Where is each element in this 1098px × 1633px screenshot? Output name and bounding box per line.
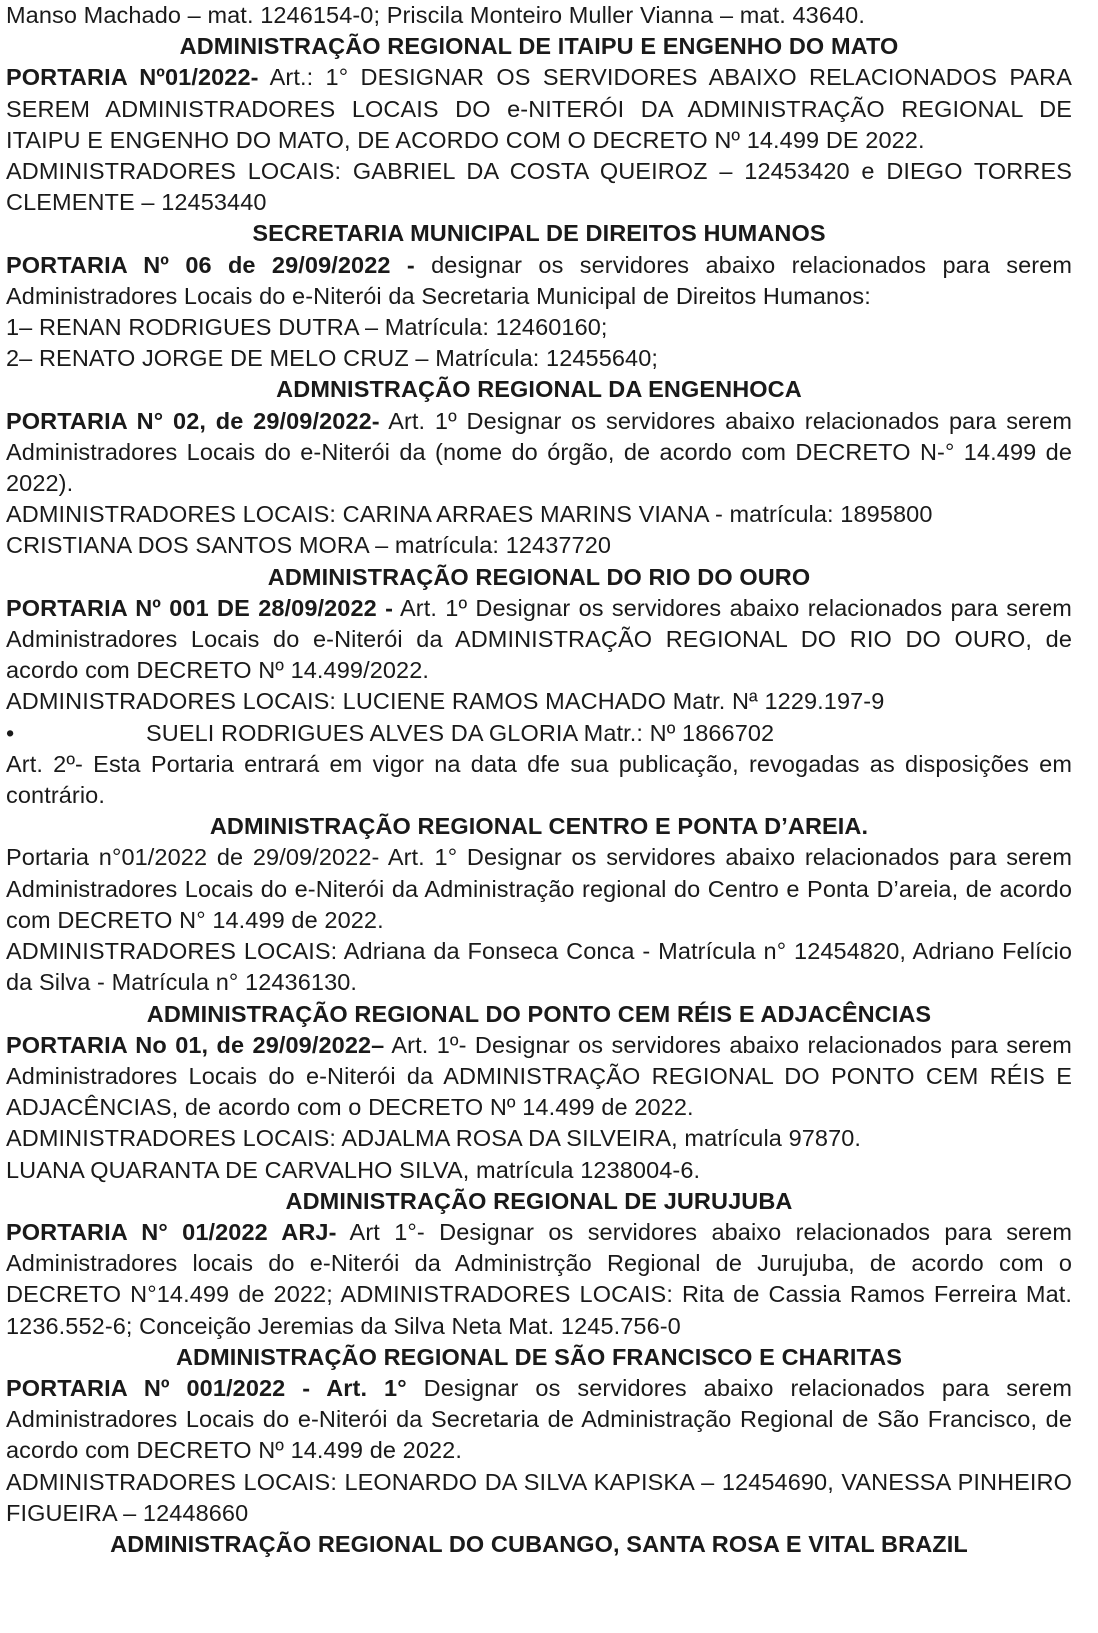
portaria-rio-do-ouro-lead: PORTARIA Nº 001 DE 28/09/2022 - — [6, 594, 394, 621]
portaria-direitos-humanos-body: designar os servidores abaixo relacionados para serem Administradores Locais do e-Niterói da Secretaria Municipal de Direitos Humanos: — [6, 251, 1073, 309]
bullet-icon: • — [6, 719, 15, 746]
heading-jurujuba: ADMINISTRAÇÃO REGIONAL DE JURUJUBA — [285, 1187, 793, 1214]
admins-rio-do-ouro: ADMINISTRADORES LOCAIS: LUCIENE RAMOS MACHADO Matr. Nª 1229.197-9 — [6, 688, 885, 715]
portaria-rio-do-ouro — [6, 593, 1072, 687]
portaria-jurujuba — [6, 1217, 1072, 1342]
bullet-item-text: SUELI RODRIGUES ALVES DA GLORIA Matr.: Nº 1866702 — [146, 719, 775, 746]
portaria-direitos-humanos — [6, 250, 1072, 312]
portaria-itaipu-lead: PORTARIA Nº01/2022- — [6, 64, 259, 91]
portaria-engenhoca-body: Art. 1º Designar os servidores abaixo relacionados para serem Administradores Locais do e-Niterói da (nome do órgão, de acordo com DECRETO N-° 14.499 de 2022). — [6, 407, 1072, 497]
portaria-sao-francisco — [6, 1373, 1072, 1467]
portaria-sao-francisco-lead: PORTARIA Nº 001/2022 - Art. 1° — [6, 1374, 407, 1401]
portaria-ponto-cem-reis-lead: PORTARIA No 01, de 29/09/2022– — [6, 1031, 385, 1058]
heading-rio-do-ouro: ADMINISTRAÇÃO REGIONAL DO RIO DO OURO — [267, 563, 811, 590]
heading-sao-francisco: ADMINISTRAÇÃO REGIONAL DE SÃO FRANCISCO E CHARITAS — [175, 1343, 903, 1370]
heading-centro-ponta-dareia: ADMINISTRAÇÃO REGIONAL CENTRO E PONTA D’AREIA. — [209, 813, 869, 840]
admins-ponto-cem-reis-1: ADMINISTRADORES LOCAIS: ADJALMA ROSA DA SILVEIRA, matrícula 97870. — [6, 1125, 862, 1152]
heading-itaipu: ADMINISTRAÇÃO REGIONAL DE ITAIPU E ENGENHO DO MATO — [179, 33, 899, 60]
admins-sao-francisco: ADMINISTRADORES LOCAIS: LEONARDO DA SILVA KAPISKA – 12454690, VANESSA PINHEIRO FIGUEIRA – 12448660 — [6, 1468, 1072, 1526]
admins-engenhoca-1: ADMINISTRADORES LOCAIS: CARINA ARRAES MARINS VIANA - matrícula: 1895800 — [6, 501, 933, 528]
portaria-jurujuba-body: Art 1°- Designar os servidores abaixo relacionados para serem Administradores locais do e-Niterói da Administrção Regional de Jurujuba, de acordo com o DECRETO N°14.499 de 2022; ADMINISTRADORES LOCAIS: Rita de Cassia Ramos Ferreira Mat. 1236.552-6; Conceição Jeremias da Silva Neta Mat. 1245.756-0 — [6, 1218, 1072, 1339]
portaria-jurujuba-lead: PORTARIA N° 01/2022 ARJ- — [6, 1218, 337, 1245]
portaria-engenhoca-lead: PORTARIA N° 02, de 29/09/2022- — [6, 407, 380, 434]
portaria-sao-francisco-body: Designar os servidores abaixo relacionados para serem Administradores Locais do e-Niterói da Secretaria de Administração Regional de São Francisco, de acordo com DECRETO Nº 14.499 de 2022. — [6, 1374, 1072, 1464]
heading-direitos-humanos: SECRETARIA MUNICIPAL DE DIREITOS HUMANOS — [252, 220, 826, 247]
portaria-ponto-cem-reis-body: Art. 1º- Designar os servidores abaixo relacionados para serem Administradores Locais do e-Niterói da ADMINISTRAÇÃO REGIONAL DO PONTO CEM RÉIS E ADJACÊNCIAS, de acordo com o DECRETO Nº 14.499 de 2022. — [6, 1031, 1072, 1121]
portaria-rio-do-ouro-body: Art. 1º Designar os servidores abaixo relacionados para serem Administradores Locais do e-Niterói da ADMINISTRAÇÃO REGIONAL DO RIO DO OURO, de acordo com DECRETO Nº 14.499/2022. — [6, 594, 1072, 684]
heading-engenhoca: ADMNISTRAÇÃO REGIONAL DA ENGENHOCA — [276, 376, 802, 403]
portaria-itaipu — [6, 62, 1072, 156]
portaria-direitos-humanos-lead: PORTARIA Nº 06 de 29/09/2022 - — [6, 251, 415, 278]
art2-rio-do-ouro: Art. 2º- Esta Portaria entrará em vigor na data dfe sua publicação, revogadas as disposições em contrário. — [6, 750, 1072, 809]
admins-ponto-cem-reis-2: LUANA QUARANTA DE CARVALHO SILVA, matrícula 1238004-6. — [6, 1156, 701, 1183]
portaria-centro: Portaria n°01/2022 de 29/09/2022- Art. 1° Designar os servidores abaixo relacionados para serem Administradores Locais do e-Niterói da Administração regional do Centro e Ponta D’areia, de acordo com DECRETO N° 14.499 de 2022. — [6, 844, 1072, 933]
continuation-line: Manso Machado – mat. 1246154-0; Priscila Monteiro Muller Vianna – mat. 43640. — [6, 2, 865, 28]
portaria-engenhoca — [6, 406, 1072, 500]
admins-engenhoca-2: CRISTIANA DOS SANTOS MORA – matrícula: 12437720 — [6, 532, 612, 559]
admins-centro: ADMINISTRADORES LOCAIS: Adriana da Fonseca Conca - Matrícula n° 12454820, Adriano Felício da Silva - Matrícula n° 12436130. — [6, 938, 1072, 996]
list-item: 1– RENAN RODRIGUES DUTRA – Matrícula: 12460160; — [6, 314, 608, 341]
portaria-ponto-cem-reis — [6, 1030, 1072, 1124]
bullet-item — [6, 718, 1072, 749]
heading-ponto-cem-reis: ADMINISTRAÇÃO REGIONAL DO PONTO CEM RÉIS E ADJACÊNCIAS — [146, 1000, 932, 1027]
admins-itaipu: ADMINISTRADORES LOCAIS: GABRIEL DA COSTA QUEIROZ – 12453420 e DIEGO TORRES CLEMENTE – 12453440 — [6, 158, 1072, 216]
portaria-itaipu-body: Art.: 1° DESIGNAR OS SERVIDORES ABAIXO RELACIONADOS PARA SEREM ADMINISTRADORES LOCAIS DO e-NITERÓI DA ADMINISTRAÇÃO REGIONAL DE ITAIPU E ENGENHO DO MATO, DE ACORDO COM O DECRETO Nº 14.499 DE 2022. — [6, 64, 1072, 153]
heading-cubango: ADMINISTRAÇÃO REGIONAL DO CUBANGO, SANTA ROSA E VITAL BRAZIL — [110, 1530, 968, 1557]
list-item: 2– RENATO JORGE DE MELO CRUZ – Matrícula: 12455640; — [6, 345, 659, 372]
